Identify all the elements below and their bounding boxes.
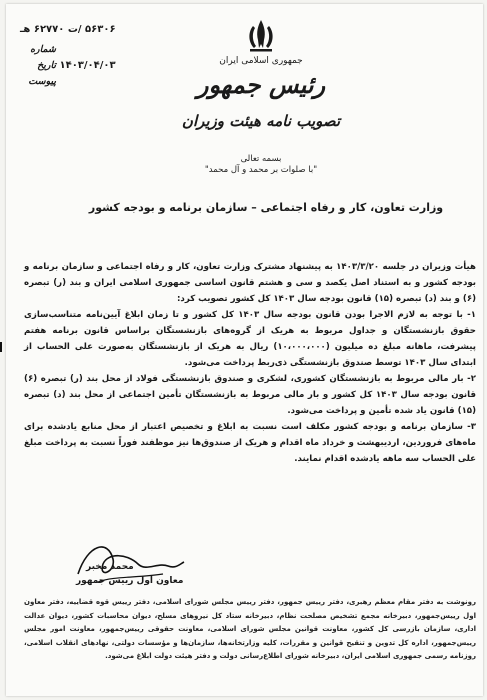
number-value: ۵۶۳۰۶ /ت ۶۲۷۷۰ هـ xyxy=(20,24,116,35)
decree-article-3: ۳- سازمان برنامه و بودجه کشور مکلف است نسبت به ابلاغ و تخصیص اعتبار از محل منابع یادشده برای ماه‌های فروردین، اردیبهشت و خرداد ماه اقدام و هریک از صندوق‌ها نیز موظفند فوراً نسبت به پرداخت مبلغ علی الحساب سه ماهه یادشده اقدام نمایند. xyxy=(24,422,476,464)
date-value: ۱۴۰۳/۰۴/۰۳ xyxy=(59,60,116,71)
country-name: جمهوری اسلامی ایران xyxy=(219,56,303,66)
iran-emblem-icon xyxy=(244,18,278,54)
number-row xyxy=(20,24,116,35)
office-title: رئیس جمهور xyxy=(196,70,326,99)
salavat: "با صلوات بر محمد و آل محمد" xyxy=(204,165,318,175)
number-label-row xyxy=(20,44,129,55)
decree-article-1: ۱- با توجه به لازم الاجرا بودن قانون بودجه سال ۱۴۰۳ کل کشور و تا زمان ابلاغ آیین‌نامه متناسب‌سازی حقوق بازنشستگان و جداول مربوط به هریک از گروه‌های بازنشستگان براساس قانون برنامه هفتم پیشرفت، ماهانه مبلغ ده میلیون (۱۰،۰۰۰،۰۰۰) ریال به هریک از بازنشستگان به‌صورت علی الحساب از ابتدای سال ۱۴۰۳ توسط صندوق بازنشستگی ذی‌ربط پرداخت می‌شود. xyxy=(24,310,476,368)
number-label: شماره xyxy=(30,44,56,55)
basmala: بسمه تعالی xyxy=(240,154,282,164)
decree-article-2: ۲- بار مالی مربوط به بازنشستگان کشوری، لشکری و صندوق بازنشستگی فولاد از محل بند (ر) تبصره (۶) قانون بودجه سال ۱۴۰۳ کل کشور و بار مالی مربوط به بازنشستگان تأمین اجتماعی از محل بند (د) تبصره (۱۵) قانون یاد شده تأمین و پرداخت می‌شود. xyxy=(24,374,477,416)
signatory-title: معاون اول رییس جمهور xyxy=(76,576,184,586)
decree-preamble: هیأت وزیران در جلسه ۱۴۰۳/۳/۲۰ به پیشنهاد مشترک وزارت تعاون، کار و رفاه اجتماعی و سازمان برنامه و بودجه کشور و به استناد اصل یکصد و سی و هشتم قانون اساسی جمهوری اسلامی ایران و بند (ر) تبصره (۶) و بند (د) تبصره (۱۵) قانون بودجه سال ۱۴۰۳ کل کشور تصویب کرد: xyxy=(24,262,476,304)
document-type: تصویب نامه هیئت وزیران xyxy=(181,112,341,130)
recipient: وزارت تعاون، کار و رفاه اجتماعی – سازمان برنامه و بودجه کشور xyxy=(88,201,444,214)
scan-edge-mark xyxy=(0,342,2,352)
attachment-label: پیوست xyxy=(28,76,56,87)
attachment-row xyxy=(20,76,129,87)
signatory-name: محمد مخبر xyxy=(86,562,134,572)
cc-distribution-list: رونوشت به دفتر مقام معظم رهبری، دفتر رییس جمهور، دفتر رییس مجلس شورای اسلامی، دفتر رییس قوه قضاییه، دفتر معاون اول رییس‌جمهور، دبیرخانه مجمع تشخیص مصلحت نظام، دبیرخانه ستاد کل نیروهای مسلح، دیوان محاسبات کشور، دیوان عدالت اداری، سازمان بازرسی کل کشور، معاونت قوانین مجلس شورای اسلامی، معاونت حقوقی رییس‌جمهور، معاونت امور مجلس رییس‌جمهور، اداره کل تدوین و تنقیح قوانین و مقررات، کلیه وزارتخانه‌ها، سازمان‌ها و مؤسسات دولتی، نهادهای انقلاب اسلامی، روزنامه رسمی جمهوری اسلامی ایران، دبیرخانه شورای اطلاع‌رسانی دولت و دفتر هیئت دولت ابلاغ می‌شود. xyxy=(24,598,476,660)
date-row xyxy=(20,60,116,71)
date-label: تاریخ xyxy=(37,60,56,71)
decree-page xyxy=(6,4,483,696)
decree-body xyxy=(24,259,476,467)
